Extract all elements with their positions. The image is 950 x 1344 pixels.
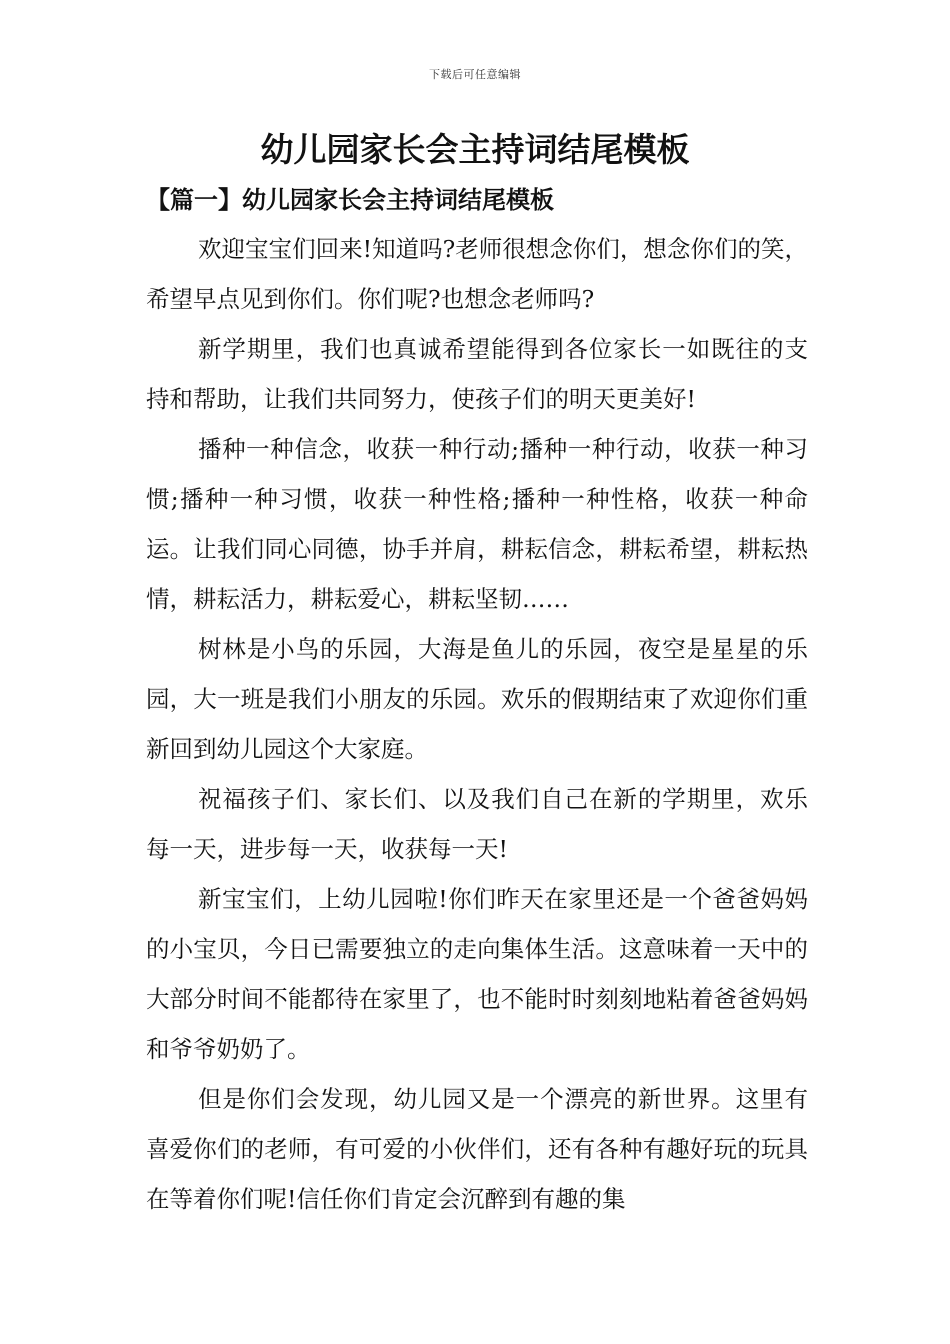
- body-text: [146, 224, 808, 1224]
- paragraph: 树林是小鸟的乐园，大海是鱼儿的乐园，夜空是星星的乐园，大一班是我们小朋友的乐园。欢乐的假期结束了欢迎你们重新回到幼儿园这个大家庭。: [146, 635, 808, 763]
- paragraph: 播种一种信念，收获一种行动;播种一种行动，收获一种习惯;播种一种习惯，收获一种性格;播种一种性格，收获一种命运。让我们同心同德，协手并肩，耕耘信念，耕耘希望，耕耘热情，耕耘活力，耕耘爱心，耕耘坚韧……: [146, 435, 808, 613]
- paragraph: 祝福孩子们、家长们、以及我们自己在新的学期里，欢乐每一天，进步每一天，收获每一天!: [146, 785, 808, 863]
- page-title: 幼儿园家长会主持词结尾模板: [260, 130, 690, 169]
- paragraph: 但是你们会发现，幼儿园又是一个漂亮的新世界。这里有喜爱你们的老师，有可爱的小伙伴们，还有各种有趣好玩的玩具在等着你们呢!信任你们肯定会沉醉到有趣的集: [146, 1085, 808, 1213]
- paragraph: 新宝宝们，上幼儿园啦!你们昨天在家里还是一个爸爸妈妈的小宝贝，今日已需要独立的走向集体生活。这意味着一天中的大部分时间不能都待在家里了，也不能时时刻刻地粘着爸爸妈妈和爷爷奶奶了。: [146, 885, 808, 1063]
- paragraph: 欢迎宝宝们回来!知道吗?老师很想念你们，想念你们的笑，希望早点见到你们。你们呢?也想念老师吗?: [146, 235, 808, 313]
- paragraph: 新学期里，我们也真诚希望能得到各位家长一如既往的支持和帮助，让我们共同努力，使孩子们的明天更美好!: [146, 335, 808, 413]
- header-note: 下载后可任意编辑: [429, 68, 521, 81]
- section-heading: 【篇一】幼儿园家长会主持词结尾模板: [146, 185, 554, 214]
